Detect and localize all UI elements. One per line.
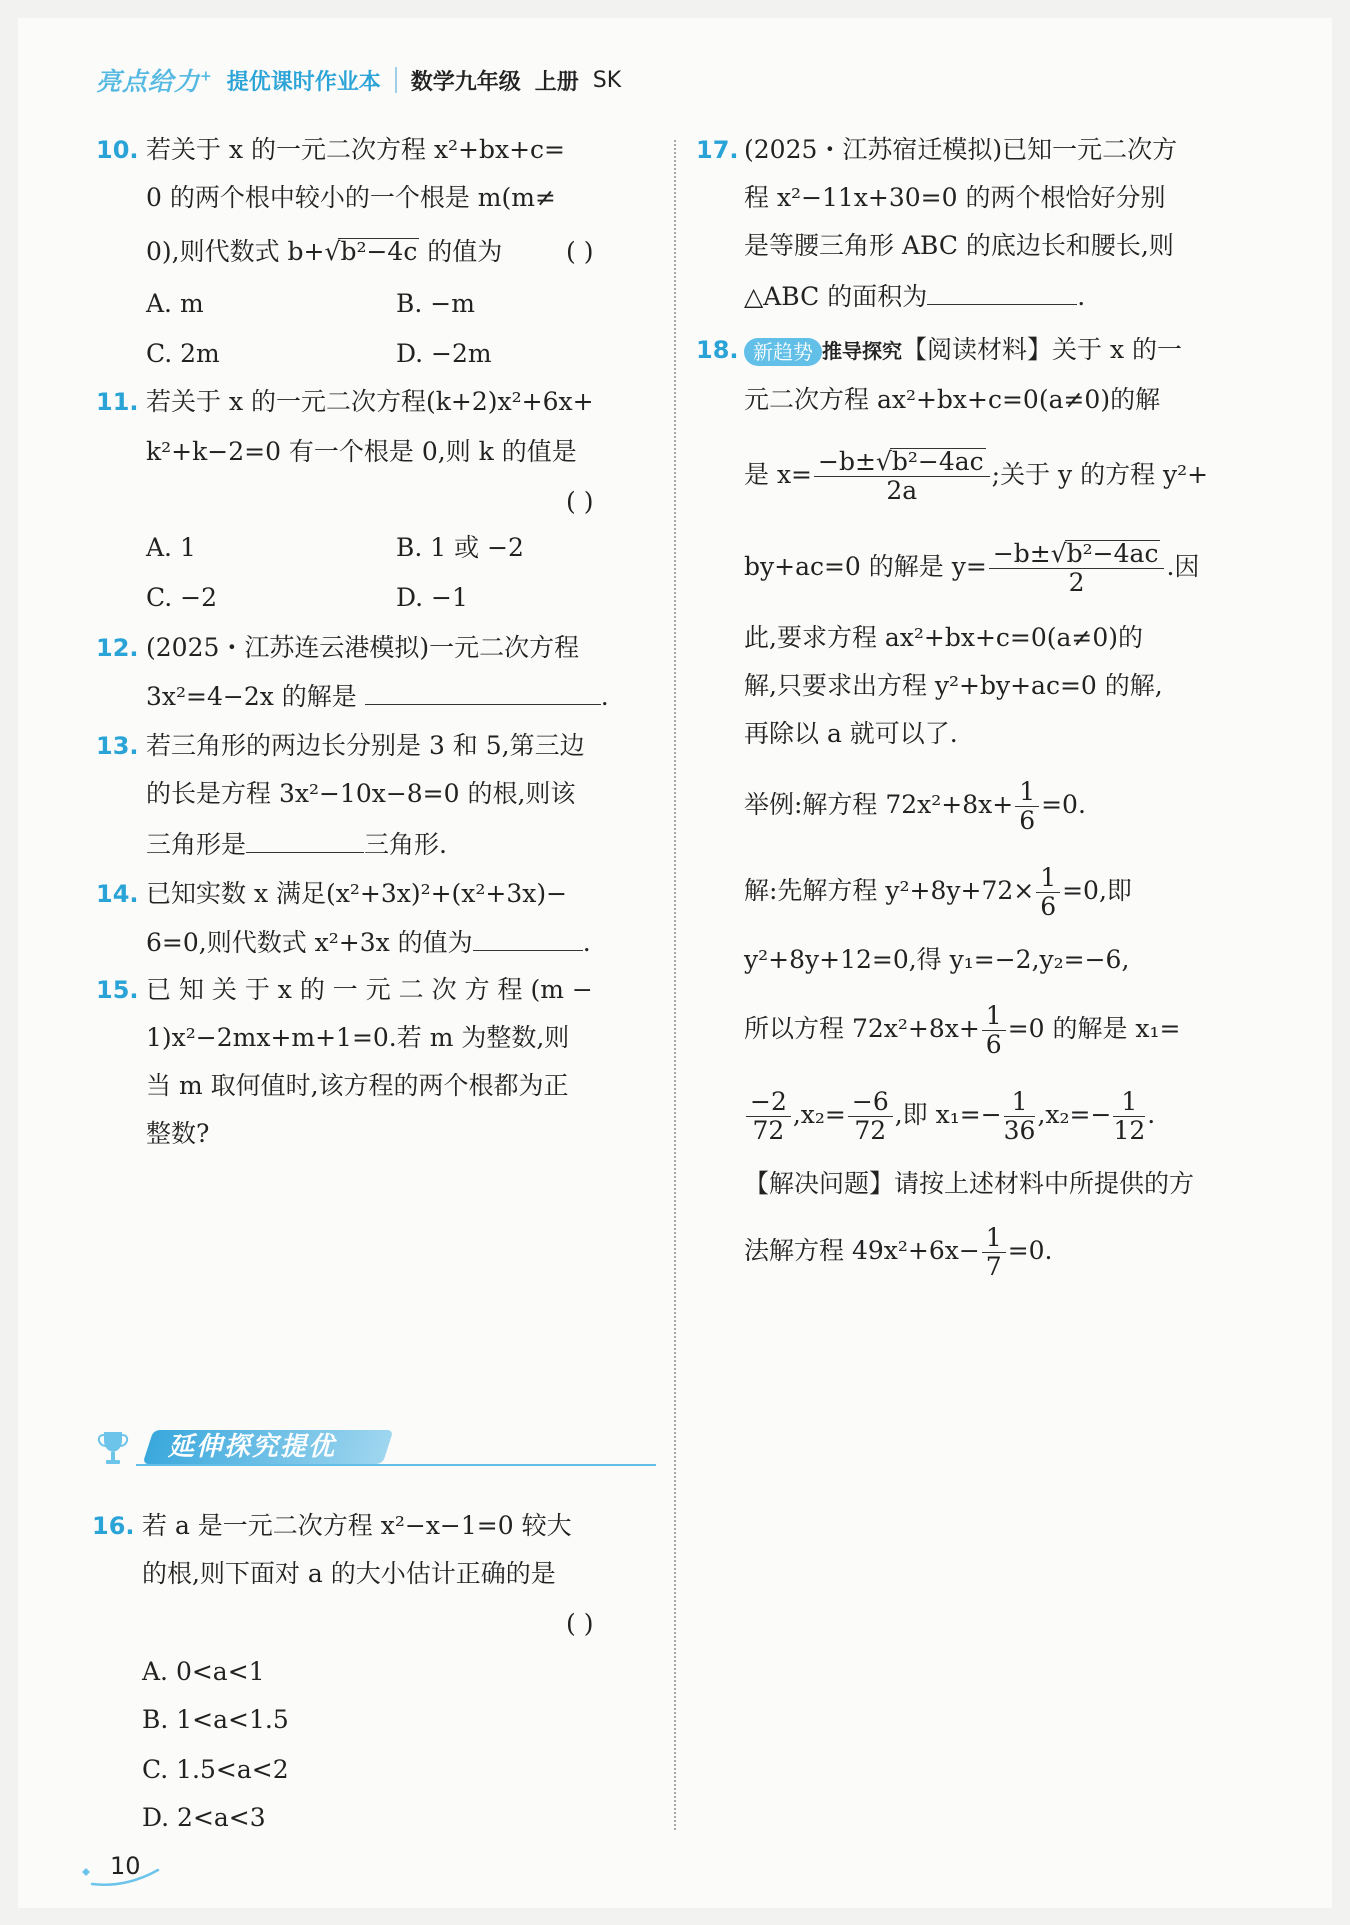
answer-paren: ( ) (566, 1609, 594, 1638)
answer-blank (365, 678, 601, 705)
q13-line1: 若三角形的两边长分别是 3 和 5,第三边 (146, 731, 585, 760)
option-d: D. 2<a<3 (142, 1803, 266, 1832)
section-title: 延伸探究提优 (168, 1432, 337, 1462)
q18-line6: 解,只要求出方程 y²+by+ac=0 的解, (744, 671, 1163, 700)
q18-line4: by+ac=0 的解是 y= $\frac{\text{−b±√b²−4ac}}{2}$ .因 (744, 539, 1200, 597)
option-c: C. −2 (146, 583, 217, 612)
option-b: B. 1<a<1.5 (142, 1705, 289, 1734)
question-number: 11. (96, 388, 139, 416)
series-title: 提优课时作业本 (226, 69, 381, 95)
option-a: A. 0<a<1 (142, 1657, 265, 1686)
brand-logo: 亮点给力+ (96, 67, 213, 96)
q17-line4: △ABC 的面积为 . (744, 278, 1085, 315)
q13-line2: 的长是方程 3x²−10x−8=0 的根,则该 (146, 779, 576, 808)
q18-solution-2: y²+8y+12=0,得 y₁=−2,y₂=−6, (744, 945, 1130, 974)
q14-line1: 已知实数 x 满足(x²+3x)²+(x²+3x)− (146, 879, 568, 908)
page-number: 10 (110, 1852, 141, 1880)
q11-line2: k²+k−2=0 有一个根是 0,则 k 的值是 (146, 437, 577, 466)
page-header (96, 60, 621, 100)
option-c: C. 2m (146, 339, 220, 368)
question-number: 10. (96, 136, 139, 164)
option-b: B. −m (396, 289, 475, 318)
q18-solution-1: 解:先解方程 y²+8y+72× $\frac{1}{6}$ =0,即 (744, 863, 1132, 921)
q11-line1: 若关于 x 的一元二次方程(k+2)x²+6x+ (146, 387, 594, 416)
option-a: A. 1 (146, 533, 196, 562)
formula-fraction: $\frac{\text{−b±√b²−4ac}}{2a}$ (814, 448, 990, 505)
q18-solution-3: 所以方程 72x²+8x+ $\frac{1}{6}$ =0 的解是 x₁= (744, 1001, 1181, 1059)
section-banner (96, 1428, 656, 1468)
q15-line4: 整数? (146, 1119, 210, 1148)
option-a: A. m (146, 289, 204, 318)
answer-blank (473, 924, 583, 951)
sqrt-radicand: b²−4c (340, 237, 418, 266)
q18-line1: 新趋势 推导探究【阅读材料】关于 x 的一 (744, 332, 1182, 369)
column-divider (674, 140, 676, 1830)
q15-line3: 当 m 取何值时,该方程的两个根都为正 (146, 1071, 569, 1100)
q18-example: 举例:解方程 72x²+8x+ $\frac{1}{6}$ =0. (744, 777, 1086, 835)
question-number: 18. (696, 336, 739, 364)
q15-line1: 已 知 关 于 x 的 一 元 二 次 方 程 (m − (146, 975, 593, 1004)
q16-line1: 若 a 是一元二次方程 x²−x−1=0 较大 (142, 1511, 572, 1540)
q18-task-2: 法解方程 49x²+6x− $\frac{1}{7}$ =0. (744, 1223, 1053, 1281)
option-d: D. −2m (396, 339, 492, 368)
q18-line2: 元二次方程 ax²+bx+c=0(a≠0)的解 (744, 385, 1161, 414)
trophy-icon (96, 1428, 130, 1468)
q18-line7: 再除以 a 就可以了. (744, 719, 958, 748)
header-separator (395, 67, 397, 93)
answer-blank (246, 826, 364, 853)
question-number: 14. (96, 880, 139, 908)
option-d: D. −1 (396, 583, 468, 612)
q10-line2: 0 的两个根中较小的一个根是 m(m≠ (146, 183, 556, 212)
question-number: 15. (96, 976, 139, 1004)
q17-line1: (2025・江苏宿迁模拟)已知一元二次方 (744, 135, 1178, 164)
answer-paren: ( ) (566, 237, 594, 266)
q15-line2: 1)x²−2mx+m+1=0.若 m 为整数,则 (146, 1023, 570, 1052)
question-number: 13. (96, 732, 139, 760)
q13-line3: 三角形是 三角形. (146, 826, 447, 863)
formula-fraction: $\frac{\text{−b±√b²−4ac}}{2}$ (989, 540, 1165, 597)
q14-line2: 6=0,则代数式 x²+3x 的值为 . (146, 924, 591, 961)
q17-line2: 程 x²−11x+30=0 的两个根恰好分别 (744, 183, 1166, 212)
q12-line2: 3x²=4−2x 的解是 . (146, 678, 609, 715)
q18-solution-4: $\frac{-2}{72}$ ,x₂= $\frac{-6}{72}$ ,即 x₁=− $\frac{1}{36}$ ,x₂=− $\frac{1}{12}$ . (744, 1080, 1155, 1150)
q10-line3: 0),则代数式 b+√b²−4c 的值为 (146, 237, 503, 266)
answer-blank (927, 278, 1077, 305)
option-b: B. 1 或 −2 (396, 533, 524, 562)
option-c: C. 1.5<a<2 (142, 1755, 289, 1784)
q18-task-1: 【解决问题】请按上述材料中所提供的方 (744, 1169, 1195, 1198)
answer-paren: ( ) (566, 487, 594, 516)
q17-line3: 是等腰三角形 ABC 的底边长和腰长,则 (744, 231, 1174, 260)
q12-line1: (2025・江苏连云港模拟)一元二次方程 (146, 633, 580, 662)
question-number: 12. (96, 634, 139, 662)
question-number: 16. (92, 1512, 135, 1540)
tag-label: 推导探究 (822, 339, 902, 363)
q18-line3: 是 x= $\frac{\text{−b±√b²−4ac}}{2a}$ ;关于 y 的方程 y²+ (744, 447, 1209, 505)
edition-label: SK (592, 67, 622, 93)
subject-grade: 数学九年级 (410, 69, 521, 95)
q16-line2: 的根,则下面对 a 的大小估计正确的是 (142, 1559, 556, 1588)
volume-label: 上册 (534, 69, 579, 95)
trend-badge: 新趋势 (744, 338, 822, 366)
question-number: 17. (696, 136, 739, 164)
q18-line5: 此,要求方程 ax²+bx+c=0(a≠0)的 (744, 623, 1144, 652)
q10-line1: 若关于 x 的一元二次方程 x²+bx+c= (146, 135, 566, 164)
